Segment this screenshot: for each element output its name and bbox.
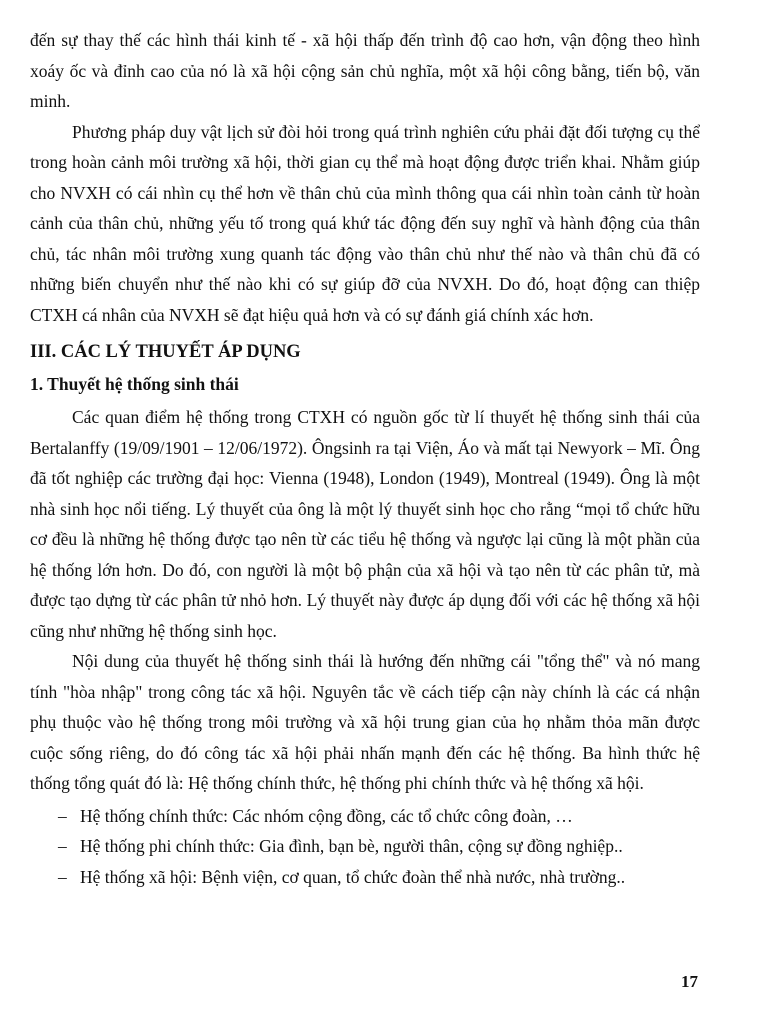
list-item-text: Hệ thống phi chính thức: Gia đình, bạn bè, người thân, cộng sự đồng nghiệp.. bbox=[80, 836, 623, 856]
bullet-dash: – bbox=[58, 866, 67, 887]
page-number: 17 bbox=[681, 972, 698, 991]
paragraph-origin: Các quan điểm hệ thống trong CTXH có nguồn gốc từ lí thuyết hệ thống sinh thái của Bertalanffy (19/09/1901 – 12/06/1972). Ôngsinh ra tại Viện, Áo và mất tại Newyork – Mĩ. Ông đã tốt nghiệp các trường đại học: Vienna (1948), London (1949), Montreal (1949). Ông là một nhà sinh học nổi tiếng. Lý thuyết của ông là một lý thuyết sinh học cho rằng “mọi tổ chức hữu cơ đều là những hệ thống được tạo nên từ các tiểu hệ thống và ngược lại cũng là một phần của hệ thống lớn hơn. Do đó, con người là một bộ phận của xã hội và tạo nên từ các phân tử, mà được tạo dựng từ các phân tử nhỏ hơn. Lý thuyết này được áp dụng đối với các hệ thống xã hội cũng như những hệ thống sinh học. bbox=[30, 407, 700, 641]
list-item bbox=[30, 831, 700, 862]
list-item bbox=[30, 862, 700, 893]
bullet-dash: – bbox=[58, 836, 67, 856]
system-list bbox=[30, 801, 700, 893]
paragraph-method: Phương pháp duy vật lịch sử đòi hỏi trong quá trình nghiên cứu phải đặt đối tượng cụ thể trong hoàn cảnh môi trường xã hội, thời gian cụ thể mà hoạt động được triển khai. Nhằm giúp cho NVXH có cái nhìn cụ thể hơn về thân chủ của mình thông qua cái nhìn toàn cảnh từ hoàn cảnh của thân chủ, những yếu tố trong quá khứ tác động đến suy nghĩ và hành động của thân chủ, tác nhân môi trường xung quanh tác động vào thân chủ như thế nào và thân chủ đã có những biến chuyển như thế nào khi có sự giúp đỡ của NVXH. Do đó, hoạt động can thiệp CTXH cá nhân của NVXH sẽ đạt hiệu quả hơn và có sự đánh giá chính xác hơn. bbox=[30, 121, 700, 325]
bullet-dash: – bbox=[58, 805, 67, 826]
paragraph-content: Nội dung của thuyết hệ thống sinh thái là hướng đến những cái "tổng thể" và nó mang tính "hòa nhập" trong công tác xã hội. Nguyên tắc về cách tiếp cận này chính là các cá nhận phụ thuộc vào hệ thống trong môi trường và xã hội trung gian của họ nhằm thỏa mãn được cuộc sống riêng, do đó công tác xã hội phải nhấn mạnh đến các hệ thống. Ba hình thức hệ thống tổng quát đó là: Hệ thống chính thức, hệ thống phi chính thức và hệ thống xã hội. bbox=[30, 651, 700, 793]
list-item bbox=[30, 801, 700, 832]
section-heading: III. CÁC LÝ THUYẾT ÁP DỤNG bbox=[30, 342, 301, 362]
list-item-text: Hệ thống xã hội: Bệnh viện, cơ quan, tổ chức đoàn thể nhà nước, nhà trường.. bbox=[80, 866, 626, 887]
list-item-text: Hệ thống chính thức: Các nhóm cộng đồng, các tổ chức công đoàn, … bbox=[80, 805, 573, 826]
paragraph-continuation: đến sự thay thế các hình thái kinh tế - xã hội thấp đến trình độ cao hơn, vận động theo hình xoáy ốc và đỉnh cao của nó là xã hội cộng sản chủ nghĩa, một xã hội công bằng, tiến bộ, văn minh. bbox=[30, 30, 700, 111]
subsection-heading: 1. Thuyết hệ thống sinh thái bbox=[30, 374, 239, 394]
page-body bbox=[30, 25, 700, 892]
